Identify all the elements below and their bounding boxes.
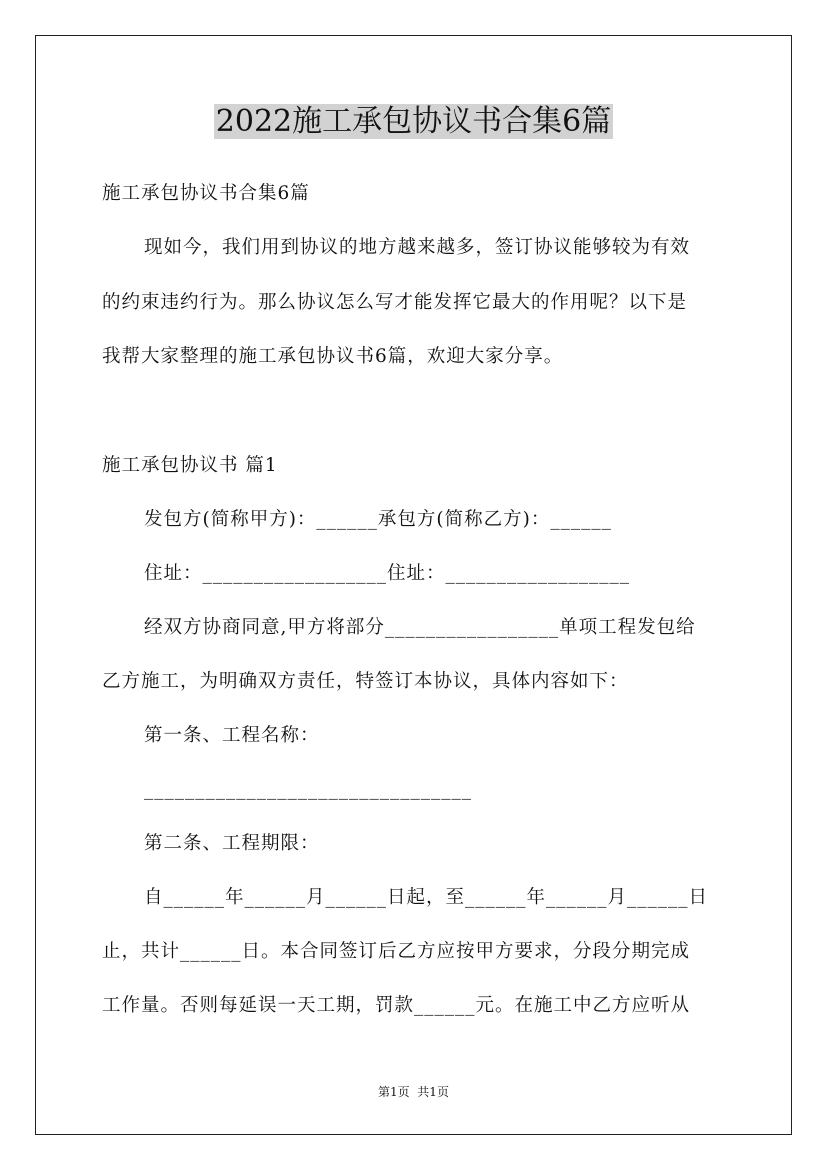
agreement-line-1: 经双方协商同意,甲方将部分_________________单项工程发包给 [144,617,696,638]
intro-line-3: 我帮大家整理的施工承包协议书6篇，欢迎大家分享。 [102,346,564,367]
period-line-2: 止，共计______日。本合同签订后乙方应按甲方要求，分段分期完成 [102,941,691,962]
document-title [0,100,827,144]
article-1-blank: ________________________________ [144,779,472,800]
intro-line-2: 的约束违约行为。那么协议怎么写才能发挥它最大的作用呢？以下是 [102,292,688,313]
article-1-heading: 第一条、工程名称： [144,725,320,746]
section-heading: 施工承包协议书 篇1 [102,455,278,476]
document-title-text: 2022施工承包协议书合集6篇 [215,104,612,139]
parties-line: 发包方(简称甲方)：______承包方(简称乙方)：______ [144,509,612,530]
address-line: 住址：__________________住址：__________________ [144,563,631,584]
intro-line-1: 现如今，我们用到协议的地方越来越多，签订协议能够较为有效 [144,237,691,258]
page-footer: 第1页 共1页 [378,1085,449,1099]
document-subtitle: 施工承包协议书合集6篇 [102,183,310,204]
article-2-heading: 第二条、工程期限： [144,833,320,854]
period-line-3: 工作量。否则每延误一天工期，罚款______元。在施工中乙方应听从 [102,995,691,1016]
period-line-1: 自______年______月______日起，至______年______月______日 [144,887,709,908]
agreement-line-2: 乙方施工，为明确双方责任，特签订本协议，具体内容如下： [102,671,629,692]
